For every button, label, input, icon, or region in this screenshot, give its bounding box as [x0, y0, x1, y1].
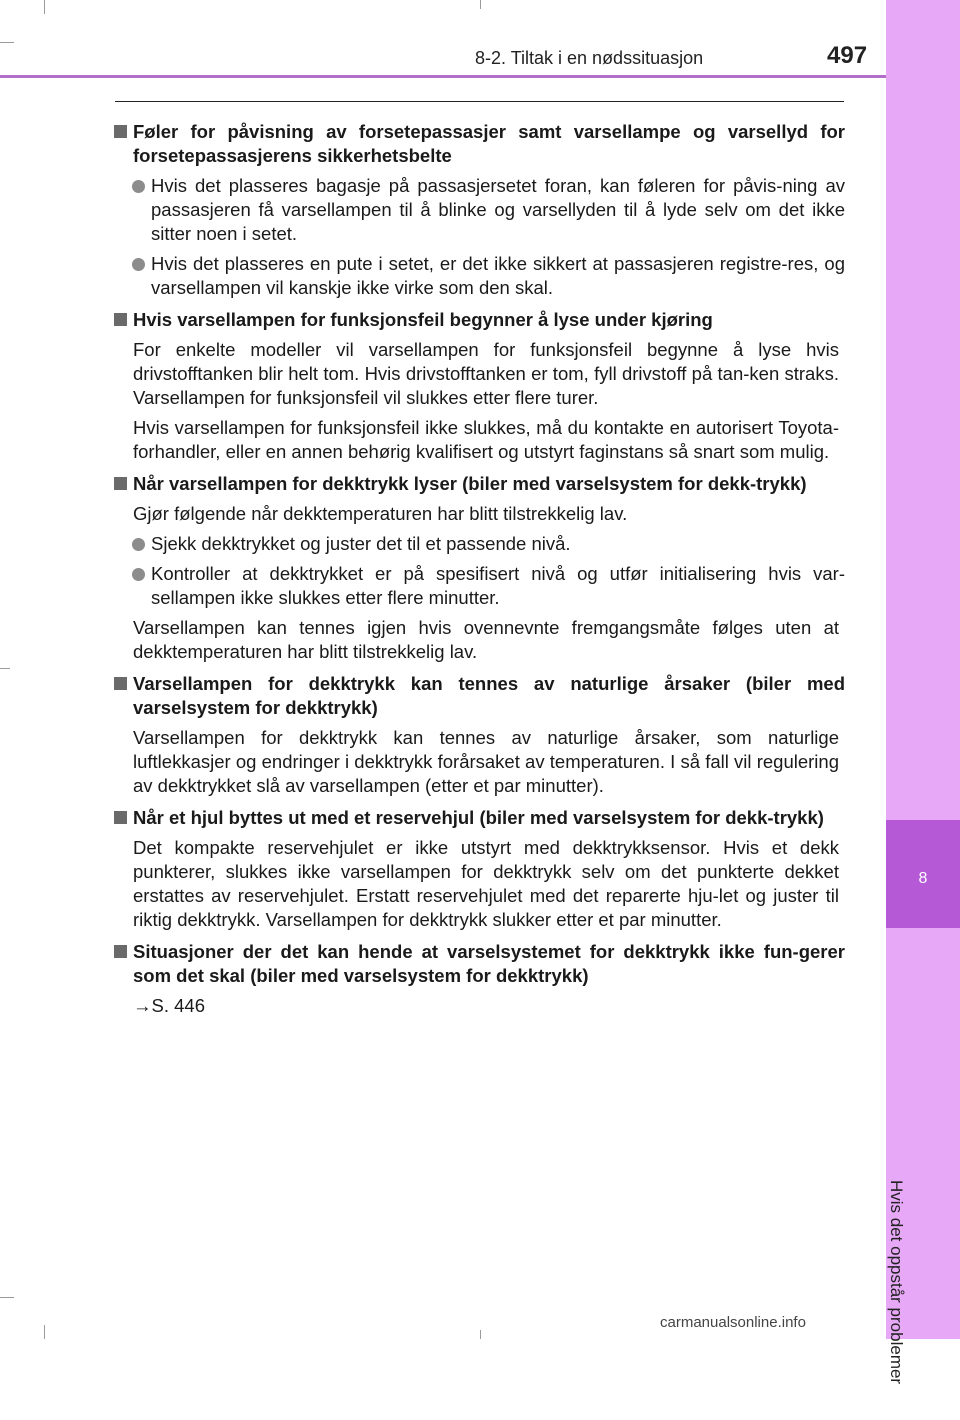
- square-bullet-icon: [114, 945, 127, 958]
- bullet-item: Sjekk dekktrykket og juster det til et passende nivå.: [113, 532, 845, 556]
- page-number: 497: [827, 42, 868, 69]
- bullet-item: Kontroller at dekktrykket er på spesifisert nivå og utfør initialisering hvis var-sellampen ikke slukkes etter flere minutter.: [113, 562, 845, 610]
- watermark: carmanualsonline.info: [660, 1314, 806, 1331]
- square-bullet-icon: [114, 811, 127, 824]
- square-bullet-icon: [114, 125, 127, 138]
- crop-mark: [480, 1330, 481, 1339]
- circle-bullet-icon: [132, 568, 145, 581]
- paragraph: Gjør følgende når dekktemperaturen har blitt tilstrekkelig lav.: [133, 503, 628, 524]
- paragraph: Det kompakte reservehjulet er ikke utstyrt med dekktrykksensor. Hvis et dekk punkterer, slukkes ikke varsellampen for dekktrykk selv om det punkterte dekket erstattes av reservehjulet. Erstatt reservehjulet med det reparerte hju-let og juster til riktig dekktrykk. Varsellampen for dekktrykk slukker etter et par minutter.: [133, 837, 839, 930]
- crop-mark: [480, 0, 481, 9]
- heading-spare-wheel: Når et hjul byttes ut med et reservehjul (biler med varselsystem for dekk-trykk): [113, 806, 845, 830]
- chapter-sidebar: [886, 0, 960, 1339]
- paragraph: Hvis varsellampen for funksjonsfeil ikke slukkes, må du kontakte en autorisert Toyota-forhandler, eller en annen behørig kvalifisert og utstyrt faginstans så snart som mulig.: [133, 417, 839, 462]
- square-bullet-icon: [114, 477, 127, 490]
- heading-malfunction-lamp: Hvis varsellampen for funksjonsfeil begynner å lyse under kjøring: [113, 308, 845, 332]
- heading-system-malfunction: Situasjoner der det kan hende at varselsystemet for dekktrykk ikke fun-gerer som det skal (biler med varselsystem for dekktrykk): [113, 940, 845, 988]
- square-bullet-icon: [114, 677, 127, 690]
- crop-mark: [0, 1297, 14, 1298]
- content-rule: [115, 101, 844, 102]
- heading-natural-causes: Varsellampen for dekktrykk kan tennes av naturlige årsaker (biler med varselsystem for dekktrykk): [113, 672, 845, 720]
- paragraph: Varsellampen for dekktrykk kan tennes av naturlige årsaker, som naturlige luftlekkasjer og endringer i dekktrykk forårsaket av temperaturen. I så fall vil regulering av dekktrykket slå av varsellampen (etter et par minutter).: [133, 727, 839, 796]
- heading-tire-pressure-lamp: Når varsellampen for dekktrykk lyser (biler med varselsystem for dekk-trykk): [113, 472, 845, 496]
- bullet-item: Hvis det plasseres bagasje på passasjersetet foran, kan føleren for påvis-ning av passasjeren få varsellampen til å blinke og varsellyden til å lyde selv om det ikke sitter noen i setet.: [113, 174, 845, 246]
- circle-bullet-icon: [132, 258, 145, 271]
- paragraph: For enkelte modeller vil varsellampen for funksjonsfeil begynne å lyse hvis drivstofftanken blir helt tom. Hvis drivstofftanken er tom, fyll drivstoff på tan-ken straks. Varsellampen for funksjonsfeil vil slukkes etter flere turer.: [133, 339, 839, 408]
- section-title: 8-2. Tiltak i en nødssituasjon: [475, 48, 704, 68]
- heading-passenger-detection: Føler for påvisning av forsetepassasjer samt varsellampe og varsellyd for forsetepassasjerens sikkerhetsbelte: [113, 120, 845, 168]
- content-body: [113, 112, 845, 1018]
- header-rule: [0, 75, 886, 78]
- circle-bullet-icon: [132, 538, 145, 551]
- crop-mark: [44, 1325, 45, 1339]
- chapter-number: 8: [918, 870, 928, 887]
- crop-mark: [0, 668, 10, 669]
- page-reference-link[interactable]: →S. 446: [133, 995, 205, 1016]
- square-bullet-icon: [114, 313, 127, 326]
- paragraph: Varsellampen kan tennes igjen hvis ovennevnte fremgangsmåte følges uten at dekktemperaturen har blitt tilstrekkelig lav.: [133, 617, 839, 662]
- crop-mark: [0, 42, 14, 43]
- circle-bullet-icon: [132, 180, 145, 193]
- bullet-item: Hvis det plasseres en pute i setet, er det ikke sikkert at passasjeren registre-res, og varsellampen vil kanskje ikke virke som den skal.: [113, 252, 845, 300]
- chapter-title: Hvis det oppstår problemer: [887, 1180, 906, 1385]
- crop-mark: [44, 0, 45, 14]
